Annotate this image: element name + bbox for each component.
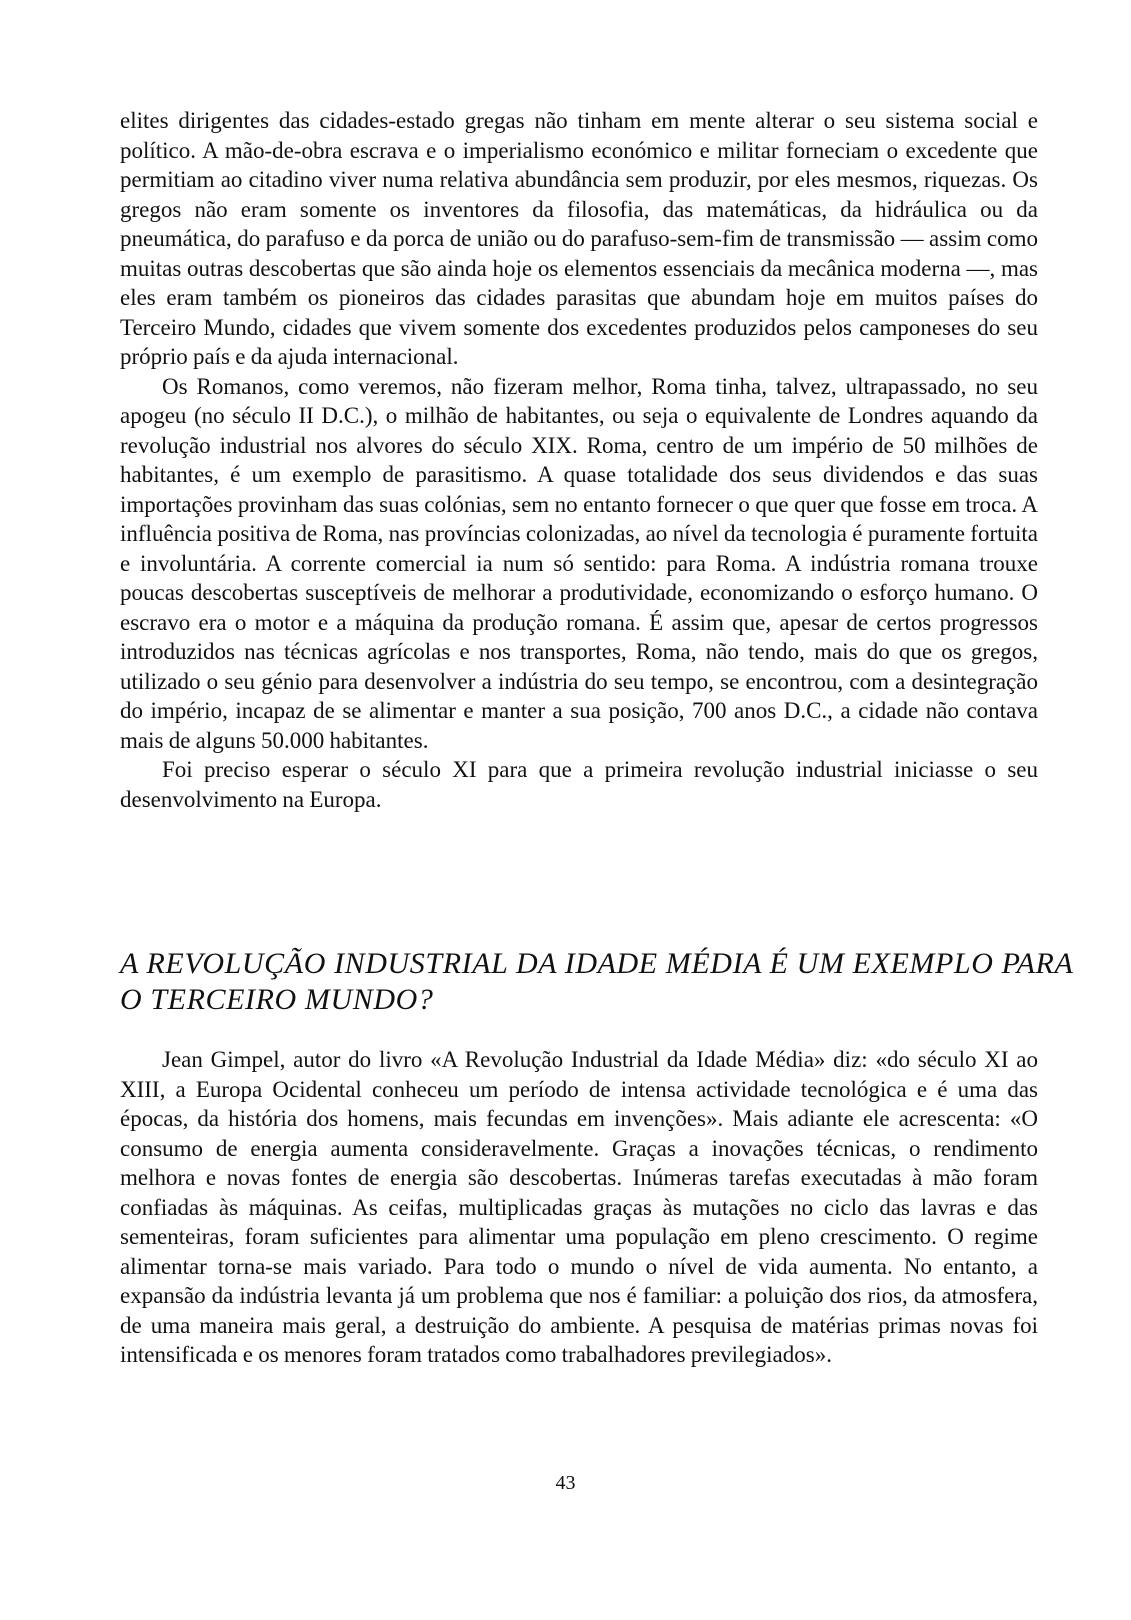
body-text-top: [120, 106, 1038, 814]
paragraph-eleventh-century: Foi preciso esperar o século XI para que a primeira revolução industrial iniciasse o seu desenvolvimento na Europa.: [120, 757, 1038, 812]
paragraph-continuation: elites dirigentes das cidades-estado gregas não tinham em mente alterar o seu sistema social e político. A mão-de-obra escrava e o imperialismo económico e militar forneciam o excedente que permitiam ao citadino viver numa relativa abundância sem produzir, por eles mesmos, riquezas. Os gregos não eram somente os inventores da filosofia, das matemáticas, da hidráulica ou da pneumática, do parafuso e da porca de união ou do parafuso-sem-fim de transmissão — assim como muitas outras descobertas que são ainda hoje os elementos essenciais da mecânica moderna —, mas eles eram também os pioneiros das cidades parasitas que abundam hoje em muitos países do Terceiro Mundo, cidades que vivem somente dos excedentes produzidos pelos camponeses do seu próprio país e da ajuda internacional.: [120, 108, 1038, 369]
page-number: 43: [555, 1472, 576, 1494]
body-text-bottom: [120, 1045, 1038, 1370]
paragraph-romans: Os Romanos, como veremos, não fizeram melhor, Roma tinha, talvez, ultrapassado, no seu apogeu (no século II D.C.), o milhão de habitantes, ou seja o equivalente de Londres aquando da revolução industrial nos alvores do século XIX. Roma, centro de um império de 50 milhões de habitantes, é um exemplo de parasitismo. A quase totalidade dos seus dividendos e das suas importações provinham das suas colónias, sem no entanto fornecer o que quer que fosse em troca. A influência positiva de Roma, nas províncias colonizadas, ao nível da tecnologia é puramente fortuita e involuntária. A corrente comercial ia num só sentido: para Roma. A indústria romana trouxe poucas descobertas susceptíveis de melhorar a produtividade, economizando o esforço humano. O escravo era o motor e a máquina da produção romana. É assim que, apesar de certos progressos introduzidos nas técnicas agrícolas e nos transportes, Roma, não tendo, mais do que os gregos, utilizado o seu génio para desenvolver a indústria do seu tempo, se encontrou, com a desintegração do império, incapaz de se alimentar e manter a sua posição, 700 anos D.C., a cidade não contava mais de alguns 50.000 habitantes.: [120, 373, 1038, 753]
section-heading: A REVOLUÇÃO INDUSTRIAL DA IDADE MÉDIA É UM EXEMPLO PARA O TERCEIRO MUNDO?: [120, 947, 1073, 1016]
paragraph-gimpel-quote: Jean Gimpel, autor do livro «A Revolução Industrial da Idade Média» diz: «do século XI ao XIII, a Europa Ocidental conheceu um período de intensa actividade tecnológica e é uma das épocas, da história dos homens, mais fecundas em invenções». Mais adiante ele acrescenta: «O consumo de energia aumenta consideravelmente. Graças a inovações técnicas, o rendimento melhora e novas fontes de energia são descobertas. Inúmeras tarefas executadas à mão foram confiadas às máquinas. As ceifas, multiplicadas graças às mutações no ciclo das lavras e das sementeiras, foram suficientes para alimentar uma população em pleno crescimento. O regime alimentar torna-se mais variado. Para todo o mundo o nível de vida aumenta. No entanto, a expansão da indústria levanta já um problema que nos é familiar: a poluição dos rios, da atmosfera, de uma maneira mais geral, a destruição do ambiente. A pesquisa de matérias primas novas foi intensificada e os menores foram tratados como trabalhadores previlegiados».: [120, 1047, 1038, 1367]
